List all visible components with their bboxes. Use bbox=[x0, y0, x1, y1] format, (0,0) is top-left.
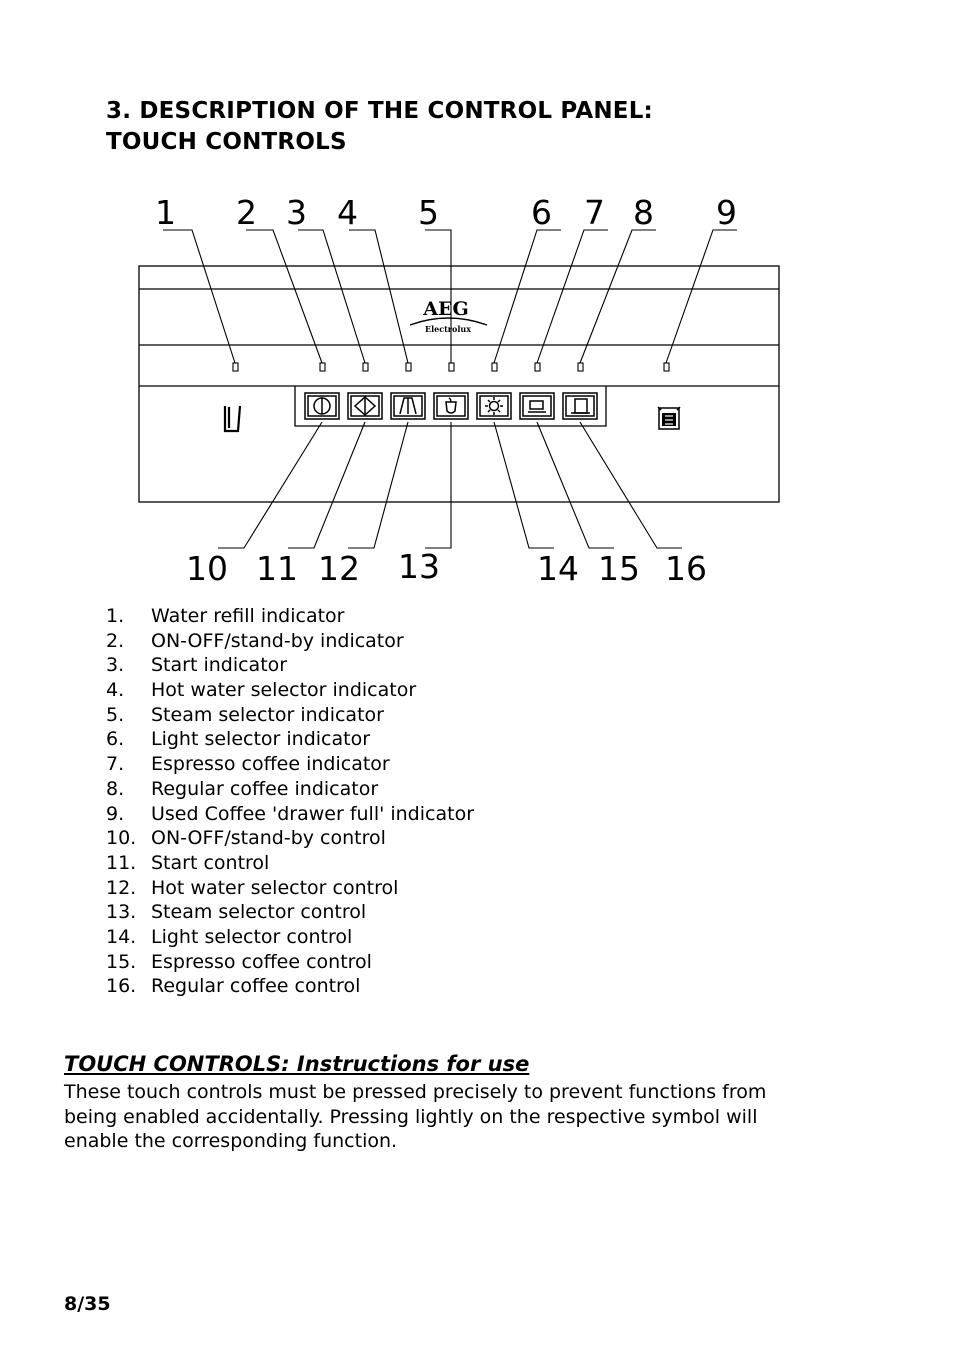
list-item: 9. Used Coffee 'drawer full' indicator bbox=[106, 802, 474, 825]
callout-4: 4 bbox=[337, 193, 358, 232]
section-title-line2: TOUCH CONTROLS bbox=[106, 129, 347, 155]
section-title-line1: 3. DESCRIPTION OF THE CONTROL PANEL: bbox=[106, 98, 653, 124]
list-item: 1. Water refill indicator bbox=[106, 605, 345, 627]
svg-text:Electrolux: Electrolux bbox=[425, 324, 471, 334]
espresso-button-icon bbox=[520, 393, 554, 419]
callout-14: 14 bbox=[537, 549, 579, 588]
list-item: 15. Espresso coffee control bbox=[106, 950, 372, 973]
callout-5: 5 bbox=[418, 193, 439, 232]
callout-numbers-bottom bbox=[186, 547, 707, 588]
callout-16: 16 bbox=[665, 549, 707, 588]
list-item: 4. Hot water selector indicator bbox=[106, 679, 417, 702]
list-item: 7. Espresso coffee indicator bbox=[106, 753, 390, 776]
list-item: 14. Light selector control bbox=[106, 925, 353, 948]
legend-list bbox=[106, 604, 474, 999]
led-espresso bbox=[535, 363, 540, 371]
touch-buttons bbox=[305, 393, 597, 419]
on-off-button-icon bbox=[305, 393, 339, 419]
start-button-icon bbox=[348, 393, 382, 419]
water-refill-icon bbox=[225, 406, 240, 431]
list-item: 13. Steam selector control bbox=[106, 901, 367, 924]
led-drawer-full bbox=[664, 363, 669, 371]
leader-lines-bottom bbox=[218, 422, 682, 548]
callout-10: 10 bbox=[186, 549, 228, 588]
brand-logo bbox=[410, 298, 487, 334]
led-hot-water bbox=[406, 363, 411, 371]
page-number: 8/35 bbox=[64, 1293, 111, 1315]
callout-2: 2 bbox=[236, 193, 257, 232]
section-heading bbox=[106, 96, 653, 158]
callout-3: 3 bbox=[286, 193, 307, 232]
list-item: 5. Steam selector indicator bbox=[106, 703, 384, 726]
led-start bbox=[363, 363, 368, 371]
instructions-text: These touch controls must be pressed precisely to prevent functions from being enabled accidentally. Pressing lightly on the respective symbol will enable the corresponding function. bbox=[64, 1081, 767, 1152]
callout-15: 15 bbox=[598, 549, 640, 588]
callout-8: 8 bbox=[633, 193, 654, 232]
list-item: 3. Start indicator bbox=[106, 654, 288, 677]
hot-water-button-icon bbox=[391, 393, 425, 419]
led-steam bbox=[449, 363, 454, 371]
leader-lines-top bbox=[163, 230, 737, 363]
callout-1: 1 bbox=[155, 193, 176, 232]
callout-7: 7 bbox=[584, 193, 605, 232]
callout-9: 9 bbox=[716, 193, 737, 232]
led-on-off bbox=[320, 363, 325, 371]
control-panel-diagram bbox=[0, 180, 954, 590]
light-button-icon bbox=[477, 393, 511, 419]
steam-button-icon bbox=[434, 393, 468, 419]
led-regular-coffee bbox=[578, 363, 583, 371]
list-item: 11. Start control bbox=[106, 851, 270, 874]
drawer-full-icon bbox=[658, 407, 680, 429]
callout-13: 13 bbox=[398, 547, 440, 586]
led-water-refill bbox=[233, 363, 238, 371]
svg-text:AEG: AEG bbox=[423, 298, 469, 320]
list-item: 10. ON-OFF/stand-by control bbox=[106, 827, 386, 850]
list-item: 6. Light selector indicator bbox=[106, 728, 371, 751]
instructions-heading: TOUCH CONTROLS: Instructions for use bbox=[64, 1052, 530, 1076]
regular-coffee-button-icon bbox=[563, 393, 597, 419]
callout-6: 6 bbox=[531, 193, 552, 232]
list-item: 8. Regular coffee indicator bbox=[106, 777, 379, 800]
led-light bbox=[492, 363, 497, 371]
callout-12: 12 bbox=[318, 549, 360, 588]
indicator-leds bbox=[233, 363, 669, 371]
list-item: 12. Hot water selector control bbox=[106, 876, 399, 899]
callout-11: 11 bbox=[256, 549, 298, 588]
list-item: 2. ON-OFF/stand-by indicator bbox=[106, 629, 404, 652]
callout-numbers-top bbox=[155, 193, 737, 232]
list-item: 16. Regular coffee control bbox=[106, 975, 361, 998]
